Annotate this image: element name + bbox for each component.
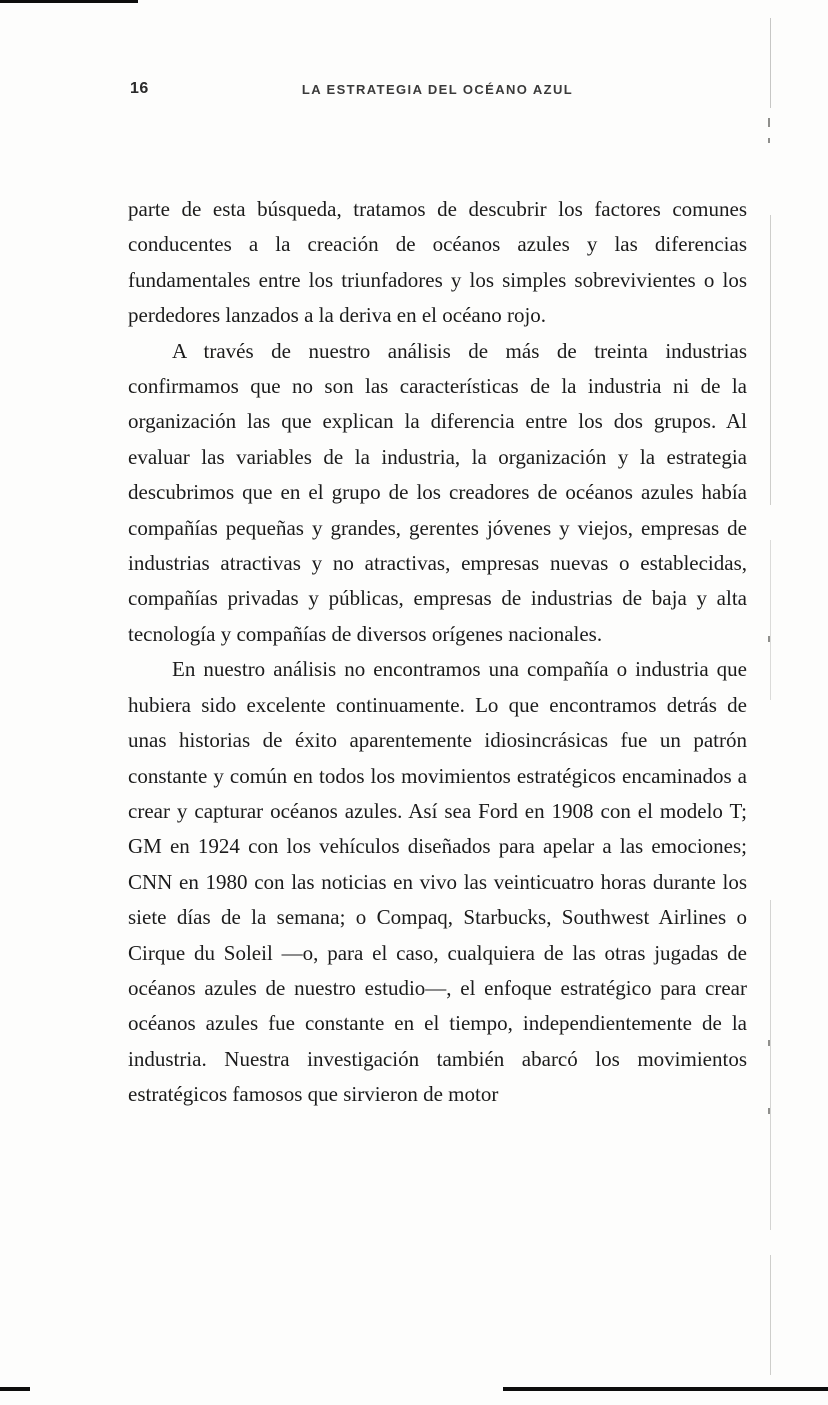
- page-number: 16: [130, 80, 149, 97]
- body-text: [128, 192, 747, 1113]
- scan-edge-tick: [768, 1040, 770, 1046]
- scan-artifact-bottom-left: [0, 1387, 30, 1391]
- scan-edge-line: [770, 900, 771, 1230]
- scan-edge-line: [770, 540, 771, 700]
- scan-artifact-bottom-right: [503, 1387, 828, 1391]
- scan-edge-tick: [768, 636, 770, 642]
- running-title: LA ESTRATEGIA DEL OCÉANO AZUL: [301, 82, 574, 97]
- scan-edge-tick: [768, 138, 770, 143]
- scan-edge-line: [770, 1255, 771, 1375]
- scan-edge-line: [770, 215, 771, 505]
- paragraph-analysis-industries: A través de nuestro análisis de más de treinta industrias confirmamos que no son las características de la industria ni de la organización las que explican la diferencia entre los dos grupos. Al evaluar las variables de la industria, la organización y la estrategia descubrimos que en el grupo de los creadores de océanos azules había compañías pequeñas y grandes, gerentes jóvenes y viejos, empresas de industrias atractivas y no atractivas, empresas nuevas o establecidas, compañías privadas y públicas, empresas de industrias de baja y alta tecnología y compañías de diversos orígenes nacionales.: [128, 338, 747, 646]
- running-head: [128, 80, 747, 104]
- paragraph-continuation: parte de esta búsqueda, tratamos de descubrir los factores comunes conducentes a la creación de océanos azules y las diferencias fundamentales entre los triunfadores y los simples sobrevivientes o los perdedores lanzados a la deriva en el océano rojo.: [128, 197, 747, 328]
- paragraph-strategic-moves: En nuestro análisis no encontramos una compañía o industria que hubiera sido excelente continuamente. Lo que encontramos detrás de unas historias de éxito aparentemente idiosincrásicas fue un patrón constante y común en todos los movimientos estratégicos encaminados a crear y capturar océanos azules. Así sea Ford en 1908 con el modelo T; GM en 1924 con los vehículos diseñados para apelar a las emociones; CNN en 1980 con las noticias en vivo las veinticuatro horas durante los siete días de la semana; o Compaq, Starbucks, Southwest Airlines o Cirque du Soleil —o, para el caso, cualquiera de las otras jugadas de océanos azules de nuestro estudio—, el enfoque estratégico para crear océanos azules fue constante en el tiempo, independientemente de la industria. Nuestra investigación también abarcó los movimientos estratégicos famosos que sirvieron de motor: [128, 657, 747, 1107]
- scan-edge-line: [770, 18, 771, 108]
- scan-artifact-top-left: [0, 0, 138, 3]
- scan-edge-tick: [768, 118, 770, 127]
- scan-edge-tick: [768, 1108, 770, 1114]
